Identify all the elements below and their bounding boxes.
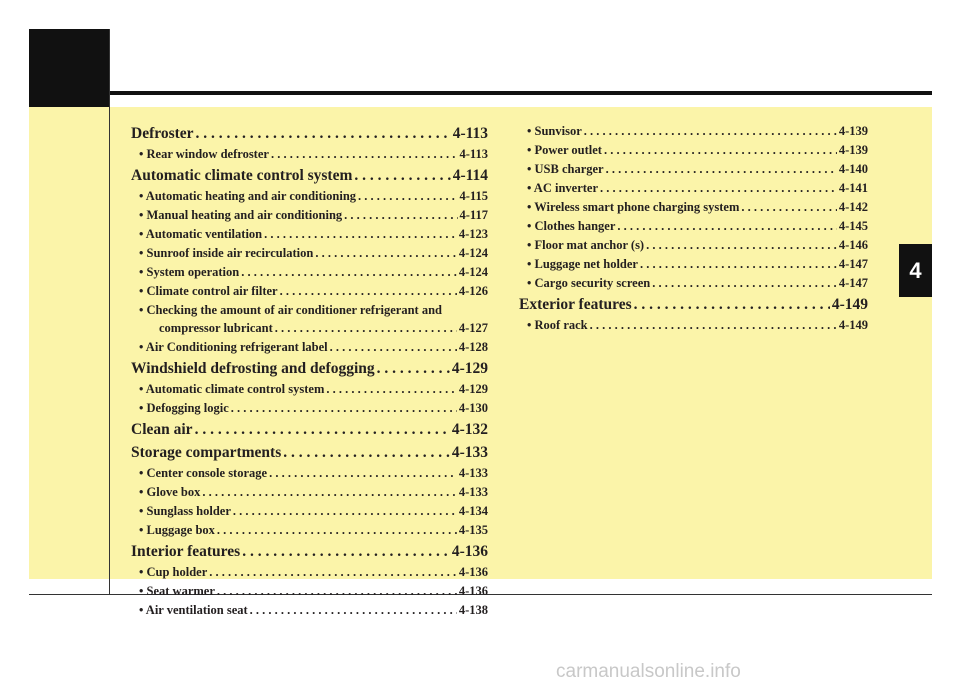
toc-page-number: 4-114 bbox=[452, 167, 488, 184]
toc-entry[interactable] bbox=[131, 338, 488, 357]
toc-entry-title: Exterior features bbox=[519, 296, 632, 313]
toc-section[interactable] bbox=[131, 540, 488, 563]
dot-leader bbox=[640, 255, 837, 274]
toc-page-number: 4-127 bbox=[458, 321, 488, 335]
toc-entry-title: Storage compartments bbox=[131, 444, 282, 461]
toc-entry[interactable] bbox=[519, 122, 868, 141]
toc-page-number: 4-115 bbox=[459, 189, 488, 203]
dot-leader bbox=[590, 316, 837, 335]
toc-entry-title: • Cargo security screen bbox=[527, 276, 651, 290]
toc-entry-title: Clean air bbox=[131, 421, 193, 438]
toc-entry[interactable] bbox=[131, 319, 488, 338]
toc-entry[interactable] bbox=[519, 316, 868, 335]
dot-leader bbox=[652, 274, 837, 293]
toc-page-number: 4-128 bbox=[458, 340, 488, 354]
dot-leader bbox=[202, 483, 457, 502]
toc-entry[interactable] bbox=[519, 236, 868, 255]
toc-entry-title: • Luggage box bbox=[139, 523, 215, 537]
toc-entry-title: Automatic climate control system bbox=[131, 167, 353, 184]
toc-entry[interactable] bbox=[519, 198, 868, 217]
dot-leader bbox=[326, 380, 456, 399]
toc-entry-title: • Climate control air filter bbox=[139, 284, 278, 298]
toc-section[interactable] bbox=[131, 357, 488, 380]
dot-leader bbox=[209, 563, 457, 582]
toc-page-number: 4-149 bbox=[838, 318, 868, 332]
toc-entry[interactable] bbox=[131, 145, 488, 164]
toc-entry-title: • Floor mat anchor (s) bbox=[527, 238, 645, 252]
toc-page-number: 4-133 bbox=[451, 444, 488, 461]
toc-page-number: 4-149 bbox=[831, 296, 868, 313]
toc-entry-title: • Defogging logic bbox=[139, 401, 229, 415]
toc-entry-title: • Automatic ventilation bbox=[139, 227, 263, 241]
toc-section[interactable] bbox=[131, 441, 488, 464]
dot-leader bbox=[358, 187, 457, 206]
toc-entry-title: • Sunglass holder bbox=[139, 504, 231, 518]
dot-leader bbox=[196, 122, 451, 145]
toc-page-number: 4-130 bbox=[458, 401, 488, 415]
toc-page-number: 4-129 bbox=[458, 382, 488, 396]
toc-entry[interactable] bbox=[131, 263, 488, 282]
dot-leader bbox=[264, 225, 457, 244]
toc-entry-title: • Roof rack bbox=[527, 318, 588, 332]
toc-page-number: 4-134 bbox=[458, 504, 488, 518]
toc-entry[interactable] bbox=[519, 160, 868, 179]
toc-entry-title: • Rear window defroster bbox=[139, 147, 269, 161]
toc-section[interactable] bbox=[131, 164, 488, 187]
toc-entry-title: • Sunvisor bbox=[527, 124, 582, 138]
margin-rule bbox=[109, 29, 110, 594]
dot-leader bbox=[344, 206, 457, 225]
corner-black-block bbox=[29, 29, 110, 107]
dot-leader bbox=[330, 338, 457, 357]
toc-entry[interactable] bbox=[131, 464, 488, 483]
toc-page-number: 4-133 bbox=[458, 466, 488, 480]
toc-entry-title: • Manual heating and air conditioning bbox=[139, 208, 343, 222]
toc-entry-title: • Glove box bbox=[139, 485, 201, 499]
toc-entry-title: • Automatic climate control system bbox=[139, 382, 325, 396]
toc-entry[interactable] bbox=[131, 483, 488, 502]
toc-entry-title: • Power outlet bbox=[527, 143, 602, 157]
toc-page-number: 4-136 bbox=[458, 584, 488, 598]
toc-entry[interactable] bbox=[131, 225, 488, 244]
toc-entry[interactable] bbox=[131, 380, 488, 399]
dot-leader bbox=[606, 160, 837, 179]
toc-entry[interactable] bbox=[131, 502, 488, 521]
dot-leader bbox=[271, 145, 458, 164]
toc-page-number: 4-140 bbox=[838, 162, 868, 176]
toc-entry-title: • Sunroof inside air recirculation bbox=[139, 246, 314, 260]
toc-entry-title: • Clothes hanger bbox=[527, 219, 616, 233]
toc-entry[interactable] bbox=[519, 141, 868, 160]
toc-page-number: 4-141 bbox=[838, 181, 868, 195]
toc-entry-title: Interior features bbox=[131, 543, 241, 560]
dot-leader bbox=[250, 601, 457, 620]
toc-entry[interactable] bbox=[519, 179, 868, 198]
toc-entry-title: • Seat warmer bbox=[139, 584, 215, 598]
toc-entry[interactable] bbox=[131, 521, 488, 540]
toc-section[interactable] bbox=[519, 293, 868, 316]
toc-page-number: 4-142 bbox=[838, 200, 868, 214]
dot-leader bbox=[741, 198, 836, 217]
dot-leader bbox=[231, 399, 457, 418]
toc-page-number: 4-147 bbox=[838, 276, 868, 290]
toc-entry-title: compressor lubricant bbox=[159, 321, 273, 335]
toc-page-number: 4-138 bbox=[458, 603, 488, 617]
toc-page-number: 4-113 bbox=[459, 147, 488, 161]
watermark: carmanualsonline.info bbox=[556, 661, 741, 682]
dot-leader bbox=[634, 293, 830, 316]
toc-entry[interactable] bbox=[519, 217, 868, 236]
toc-entry-continued[interactable]: • Checking the amount of air conditioner refrigerant and bbox=[139, 303, 442, 317]
dot-leader bbox=[584, 122, 837, 141]
dot-leader bbox=[241, 263, 457, 282]
toc-entry-title: Defroster bbox=[131, 125, 194, 142]
toc-entry[interactable] bbox=[131, 282, 488, 301]
toc-page-number: 4-135 bbox=[458, 523, 488, 537]
dot-leader bbox=[617, 217, 836, 236]
dot-leader bbox=[315, 244, 457, 263]
toc-entry-title: • Cup holder bbox=[139, 565, 208, 579]
toc-page-number: 4-136 bbox=[451, 543, 488, 560]
toc-entry-title: Windshield defrosting and defogging bbox=[131, 360, 375, 377]
dot-leader bbox=[283, 441, 450, 464]
dot-leader bbox=[646, 236, 837, 255]
dot-leader bbox=[217, 582, 457, 601]
toc-entry-title: • AC inverter bbox=[527, 181, 599, 195]
chapter-tab[interactable]: 4 bbox=[899, 244, 932, 297]
toc-page-number: 4-139 bbox=[838, 143, 868, 157]
toc-page-number: 4-145 bbox=[838, 219, 868, 233]
toc-entry-title: • Center console storage bbox=[139, 466, 268, 480]
toc-right-column bbox=[519, 122, 868, 335]
dot-leader bbox=[377, 357, 450, 380]
toc-entry-title: • Automatic heating and air conditioning bbox=[139, 189, 357, 203]
toc-entry[interactable] bbox=[131, 206, 488, 225]
dot-leader bbox=[604, 141, 837, 160]
dot-leader bbox=[233, 502, 457, 521]
toc-entry[interactable] bbox=[131, 187, 488, 206]
toc-entry[interactable] bbox=[131, 601, 488, 620]
toc-entry[interactable] bbox=[519, 255, 868, 274]
toc-entry-title: • USB charger bbox=[527, 162, 604, 176]
dot-leader bbox=[217, 521, 457, 540]
toc-page-number: 4-139 bbox=[838, 124, 868, 138]
toc-entry-title: • Air ventilation seat bbox=[139, 603, 248, 617]
toc-page-number: 4-126 bbox=[458, 284, 488, 298]
toc-entry[interactable] bbox=[131, 563, 488, 582]
toc-left-column bbox=[131, 122, 488, 620]
toc-page-number: 4-147 bbox=[838, 257, 868, 271]
toc-entry-title: • Wireless smart phone charging system bbox=[527, 200, 740, 214]
toc-entry-title: • Air Conditioning refrigerant label bbox=[139, 340, 328, 354]
dot-leader bbox=[354, 164, 450, 187]
dot-leader bbox=[275, 319, 457, 338]
toc-entry[interactable] bbox=[131, 244, 488, 263]
dot-leader bbox=[242, 540, 450, 563]
toc-entry[interactable] bbox=[519, 274, 868, 293]
toc-page-number: 4-123 bbox=[458, 227, 488, 241]
toc-entry[interactable] bbox=[131, 582, 488, 601]
toc-page-number: 4-124 bbox=[458, 246, 488, 260]
toc-entry-title: • System operation bbox=[139, 265, 240, 279]
toc-section[interactable] bbox=[131, 418, 488, 441]
toc-entry[interactable] bbox=[131, 399, 488, 418]
toc-page-number: 4-129 bbox=[451, 360, 488, 377]
toc-page-number: 4-132 bbox=[451, 421, 488, 438]
dot-leader bbox=[600, 179, 837, 198]
dot-leader bbox=[269, 464, 457, 483]
toc-page-number: 4-146 bbox=[838, 238, 868, 252]
header-rule bbox=[110, 91, 932, 95]
dot-leader bbox=[195, 418, 450, 441]
toc-page-number: 4-113 bbox=[452, 125, 488, 142]
toc-page-number: 4-117 bbox=[459, 208, 488, 222]
toc-page-number: 4-124 bbox=[458, 265, 488, 279]
toc-section[interactable] bbox=[131, 122, 488, 145]
toc-entry-title: • Luggage net holder bbox=[527, 257, 638, 271]
toc-page-number: 4-136 bbox=[458, 565, 488, 579]
dot-leader bbox=[280, 282, 457, 301]
toc-page-number: 4-133 bbox=[458, 485, 488, 499]
